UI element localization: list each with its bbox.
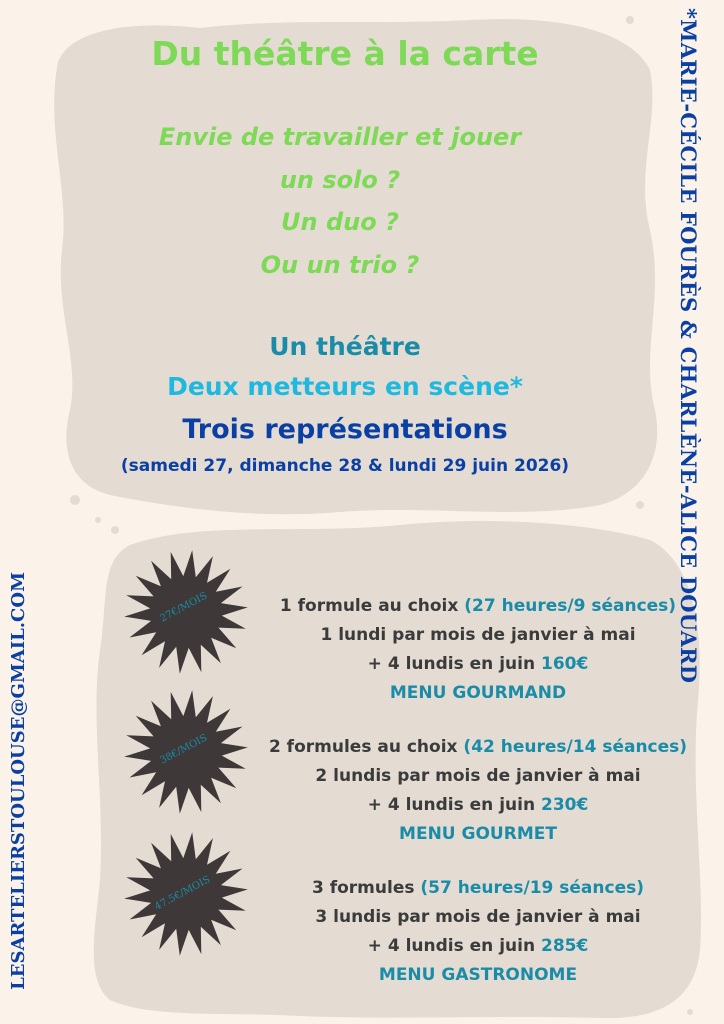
speckle bbox=[70, 495, 80, 505]
question-line: Envie de travailler et jouer bbox=[158, 123, 522, 151]
contact-email-vertical[interactable]: LESARTELIERSTOULOUSE@GMAIL.COM bbox=[8, 572, 29, 990]
offer-formula: 3 formules bbox=[311, 878, 415, 898]
offer-hours: (42 heures/14 séances) bbox=[463, 737, 688, 757]
speckle bbox=[687, 1009, 693, 1015]
offer-schedule: 1 lundi par mois de janvier à mai bbox=[320, 625, 636, 645]
speckle bbox=[636, 501, 644, 509]
question-line: Ou un trio ? bbox=[260, 251, 420, 279]
line-performances: Trois représentations bbox=[182, 414, 508, 445]
offer-schedule: 2 lundis par mois de janvier à mai bbox=[315, 766, 641, 786]
speckle bbox=[626, 16, 634, 24]
offer-formula: 1 formule au choix bbox=[279, 596, 459, 616]
price-badge-label: 38€/MOIS bbox=[158, 732, 210, 767]
offer-menu-name: MENU GASTRONOME bbox=[378, 965, 578, 985]
directors-names-vertical: *MARIE-CÉCILE FOURÈS & CHARLÈNE-ALICE DOUARD bbox=[676, 8, 701, 684]
offer-june: + 4 lundis en juin bbox=[367, 795, 536, 815]
offer-block bbox=[244, 874, 712, 990]
line-directors: Deux metteurs en scène* bbox=[167, 372, 523, 401]
offer-june: + 4 lundis en juin bbox=[367, 654, 536, 674]
offer-hours: (57 heures/19 séances) bbox=[420, 878, 645, 898]
speckle bbox=[111, 526, 119, 534]
offer-block bbox=[244, 592, 712, 708]
offer-price: 230€ bbox=[540, 795, 589, 815]
offer-june: + 4 lundis en juin bbox=[367, 936, 536, 956]
offer-menu-name: MENU GOURMAND bbox=[389, 683, 567, 703]
price-badge-label: 27€/MOIS bbox=[158, 590, 210, 625]
offer-block bbox=[244, 733, 712, 849]
offer-price: 160€ bbox=[540, 654, 589, 674]
speckle bbox=[95, 517, 101, 523]
line-theatre: Un théâtre bbox=[269, 332, 421, 361]
offer-schedule: 3 lundis par mois de janvier à mai bbox=[315, 907, 641, 927]
offer-menu-name: MENU GOURMET bbox=[399, 824, 557, 844]
offer-hours: (27 heures/9 séances) bbox=[464, 596, 677, 616]
offer-formula: 2 formules au choix bbox=[268, 737, 458, 757]
question-line: un solo ? bbox=[279, 166, 401, 194]
price-badge-label: 47.5€/MOIS bbox=[153, 874, 213, 913]
offer-price: 285€ bbox=[540, 936, 589, 956]
question-line: Un duo ? bbox=[281, 208, 399, 236]
line-dates: (samedi 27, dimanche 28 & lundi 29 juin 2026) bbox=[120, 456, 570, 476]
page-title: Du théâtre à la carte bbox=[151, 34, 539, 73]
